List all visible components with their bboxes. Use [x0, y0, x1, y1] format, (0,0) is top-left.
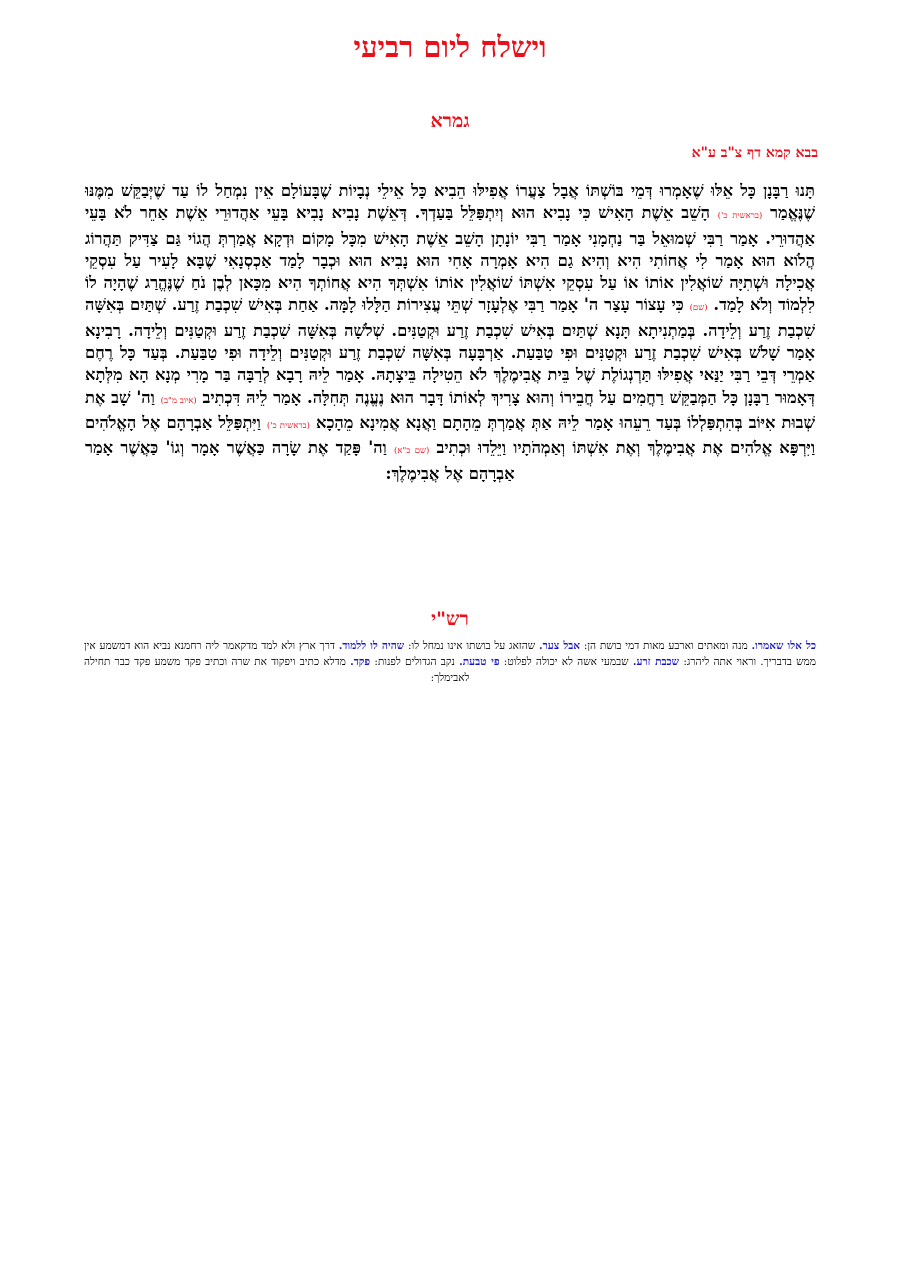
dibbur-hamatchil: כל אלו שאמרו. — [751, 640, 816, 652]
text-segment: וַיִּתְפַּלֵּל אַבְרָהָם אֶל הָאֱלֹהִים וַיִּרְפָּא אֱלֹהִים אֶת אֲבִימֶלֶךְ וְאֶת אִשְׁתּוֹ וְאַמְהֹתָיו וַיֵּלֵדוּ וּכְתִיב — [85, 412, 815, 458]
dibbur-hamatchil: פי טבעת. — [459, 656, 500, 668]
text-segment: מדלא כתיב ויפקוד את שרה וכתיב פקד משמע פקד כבר תחילה לאבימלך: — [84, 656, 470, 684]
dibbur-hamatchil: אבל צער. — [538, 640, 581, 652]
dibbur-hamatchil: פקד. — [350, 656, 371, 668]
verse-reference: (איוב מ"ב) — [160, 395, 197, 406]
dibbur-hamatchil: שהיה לו ללמוד. — [338, 640, 405, 652]
text-segment: וַה' שָׁב אֶת שְׁבוּת אִיּוֹב בְּהִתְפַּלְלוֹ בְּעַד רֵעֵהוּ אָמַר לֵיהּ אַתְּ אֲמַרְתְּ מֵהָתָם וַאֲנָא אֲמִינָא מֵהָכָא — [85, 387, 815, 432]
rashi-commentary — [84, 638, 816, 686]
text-segment: וַה' פָּקַד אֶת שָׂרָה כַּאֲשֶׁר אָמָר וְגוֹ' כַּאֲשֶׁר אָמַר אַבְרָהָם אֶל אֲבִימֶלֶךְ: — [85, 438, 515, 483]
text-segment: שבמעי אשה לא יכולה לפלוט: — [499, 656, 633, 668]
text-segment: נקב הגדולים לפנות: — [370, 656, 460, 668]
verse-reference: (שם כ"א) — [393, 446, 430, 457]
text-segment: דרך ארץ ולא למד מדקאמר ליה רחמנא נביא הוא דמשמע אין ממש בדבריך. וראוי אתה ליהרג: — [84, 640, 817, 668]
rashi-heading: רש"י — [431, 608, 469, 630]
text-segment: כִּי עָצוֹר עָצַר ה' אָמַר רַבִּי אֶלְעָזָר שְׁתֵּי עֲצִירוֹת הַלָּלוּ לָמָּה. אַחַת בְּאִישׁ שִׁכְבַת זֶרַע. שְׁתַּיִם בְּאִשָּׁה שִׁכְבַת זֶרַע וְלֵידָה. בְּמַתְנִיתָא תָּנָא שְׁתַּיִם בְּאִישׁ שִׁכְבַת זֶרַע וּקְטַנִּים. שְׁלֹשָׁה בְּאִשָּׁה שִׁכְבַת זֶרַע וּקְטַנִּים וְלֵידָה. רָבִינָא אָמַר שָׁלֹשׁ בְּאִישׁ שִׁכְבַת זֶרַע וּקְטַנִּים וּפִי טַבַּעַת. אַרְבָּעָה בְּאִשָּׁה שִׁכְבַת זֶרַע וּקְטַנִּים וְלֵידָה וּפִי טַבַּעַת. בְּעַד כָּל רֶחֶם אַמְרֵי דְּבֵי רַבִּי יַנַּאי אֲפִילּוּ תַּרְנְגוֹלֶת שֶׁל בֵּית אֲבִימֶלֶךְ לֹא הֵטִילָה בֵּיצָתָהּ. אָמַר לֵיהּ רָבָא לְרַבָּה בַּר מָרִי מְנָא הָא מִלְּתָא דְּאָמוּר רַבָּנָן כָּל הַמְּבַקֵּשׁ רַחֲמִים עַל חֲבֵירוֹ וְהוּא צָרִיךְ לְאוֹתוֹ דָּבָר הוּא נֶעֱנֶה תְּחִלָּה. אָמַר לֵיהּ דִּכְתִיב — [85, 295, 815, 407]
gemara-heading: גמרא — [430, 110, 470, 132]
page-title: וישלח ליום רביעי — [353, 30, 547, 64]
source-citation: בבא קמא דף צ"ב ע"א — [691, 145, 818, 161]
text-segment: הָשֵׁב אֵשֶׁת הָאִישׁ כִּי נָבִיא הוּא וְיִתְפַּלֵּל בַּעַדְךָ. דְּאֵשֶׁת נָבִיא נָבִיא בָּעֵי אַהֲדוּרֵי אֵשֶׁת אַחֵר לֹא בָּעֵי אַהֲדוּרֵי. אָמַר רַבִּי שְׁמוּאֵל בַּר נַחְמָנִי אָמַר רַבִּי יוֹנָתָן הָשֵׁב אֵשֶׁת הָאִישׁ מִכָּל מָקוֹם וּדְקָא אֲמַרְתְּ הֲגוֹי גַּם צַדִּיק תַּהֲרוֹג הֲלֹוא הוּא אָמַר לִי אֲחוֹתִי הִיא וְהִיא גַם הִיא אָמְרָה אָחִי הוּא נָבִיא הוּא וּכְבָר לָמַד אַכְסְנָאִי שֶׁבָּא לָעִיר עַל עִסְקֵי אֲכִילָה וּשְׁתִיָּה שׁוֹאֲלִין אוֹתוֹ אוֹ עַל עִסְקֵי אִשְׁתּוֹ שׁוֹאֲלִין אוֹתוֹ אִשְׁתְּךָ הִיא אֲחוֹתְךָ הִיא מִכָּאן לְבֶן נֹחַ שֶׁנֶּהֱרַג שֶׁהָיָה לוֹ לִלְמוֹד וְלֹא לָמַד. — [85, 203, 815, 315]
dibbur-hamatchil: שכבת זרע. — [632, 656, 680, 668]
text-segment: תָּנוּ רַבָּנָן כָּל אֵלּוּ שֶׁאָמְרוּ דְּמֵי בּוֹשְׁתּוֹ אֲבָל צַעֲרוֹ אֲפִילּוּ הֵבִיא כָּל אֵילֵי נְבָיוֹת שֶׁבָּעוֹלָם אֵין נִמְחַל לוֹ עַד שֶׁיְּבַקֵּשׁ מִמֶּנּוּ שֶׁנֶּאֱמַר — [85, 181, 815, 223]
verse-reference: (בראשית כ') — [717, 211, 763, 222]
text-segment: שהזאג על בושתו אינו נמחל לו: — [404, 640, 539, 652]
verse-reference: (שם) — [689, 303, 708, 314]
verse-reference: (בראשית כ') — [266, 420, 310, 431]
text-segment: מנה ומאתים וארבע מאות דמי בושת הן: — [580, 640, 752, 652]
gemara-text — [85, 180, 815, 485]
